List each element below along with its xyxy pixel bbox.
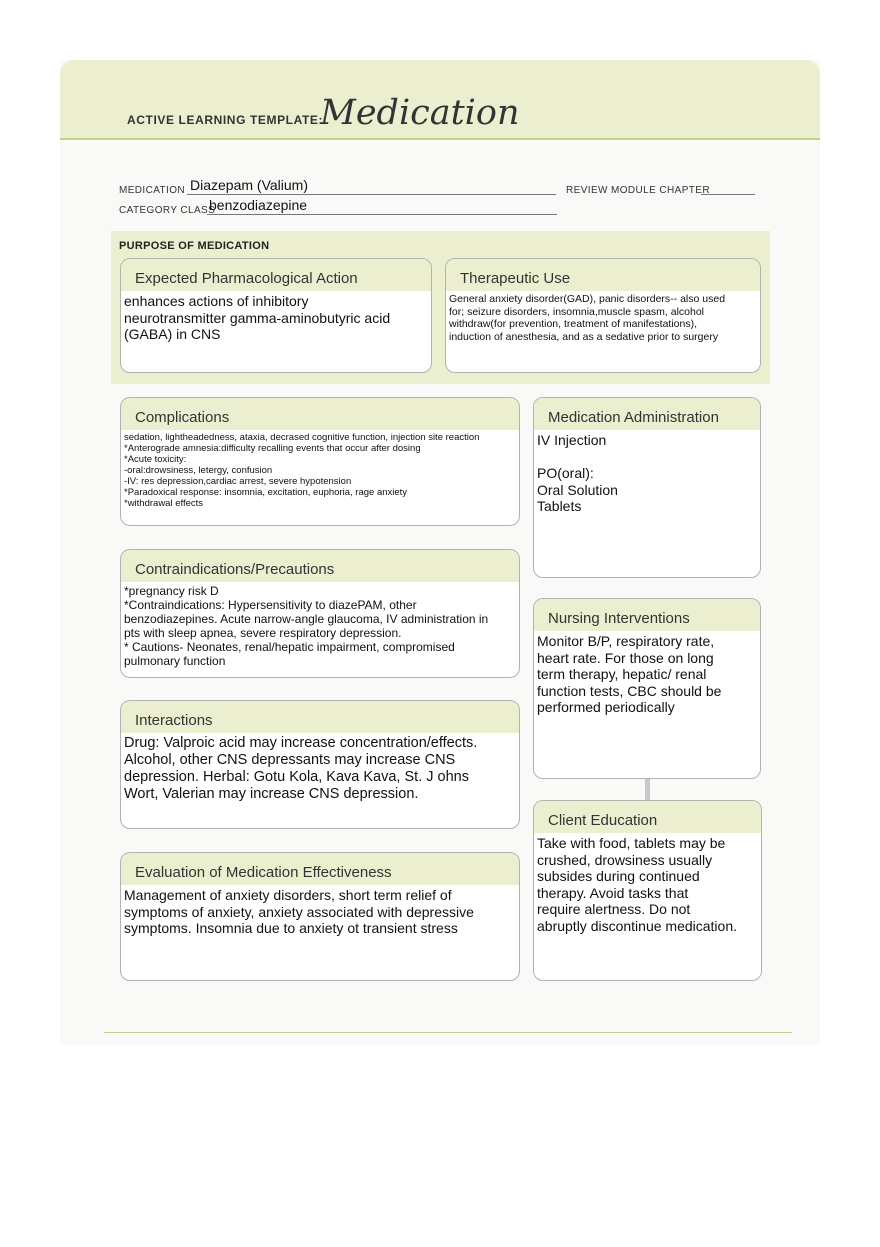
client-education-box (533, 800, 762, 981)
expected-action-box (120, 258, 432, 373)
client-education-title: Client Education (534, 801, 761, 833)
expected-action-body[interactable]: enhances actions of inhibitory neurotransmitter gamma-aminobutyric acid (GABA) in CNS (124, 293, 391, 342)
administration-body[interactable]: IV Injection PO(oral): Oral Solution Tablets (537, 432, 618, 514)
nursing-body[interactable]: Monitor B/P, respiratory rate, heart rate. For those on long term therapy, hepatic/ renal function tests, CBC should be performed periodically (537, 633, 722, 715)
interactions-box (120, 700, 520, 829)
therapeutic-use-box (445, 258, 761, 373)
nursing-box (533, 598, 761, 779)
administration-box (533, 397, 761, 578)
connector-line (645, 779, 650, 800)
therapeutic-use-body[interactable]: General anxiety disorder(GAD), panic disorders-- also used for; seizure disorders, insomnia,muscle spasm, alcohol withdraw(for prevention, treatment of manifestations), induction of anesthesia, and as a sedative prior to surgery (449, 293, 726, 343)
category-label: CATEGORY CLASS (119, 205, 216, 216)
interactions-body[interactable]: Drug: Valproic acid may increase concentration/effects. Alcohol, other CNS depressants may increase CNS depression. Herbal: Gotu Kola, Kava Kava, St. J ohns Wort, Valerian may increase CNS depression. (124, 735, 478, 802)
category-value[interactable]: benzodiazepine (209, 197, 308, 213)
therapeutic-use-title: Therapeutic Use (446, 259, 760, 291)
contraindications-box (120, 549, 520, 678)
review-chapter-label: REVIEW MODULE CHAPTER (566, 185, 710, 196)
template-label: ACTIVE LEARNING TEMPLATE: (127, 113, 324, 127)
expected-action-title: Expected Pharmacological Action (121, 259, 431, 291)
evaluation-title: Evaluation of Medication Effectiveness (121, 853, 519, 885)
medication-value[interactable]: Diazepam (Valium) (190, 177, 308, 193)
interactions-title: Interactions (121, 701, 519, 733)
review-chapter-field[interactable] (701, 194, 755, 195)
complications-title: Complications (121, 398, 519, 430)
complications-body[interactable]: sedation, lightheadedness, ataxia, decrased cognitive function, injection site reaction *Anterograde amnesia:difficulty recalling events that occur after dosing *Acute toxicity: -oral:drowsiness, letergy, confusion -IV: res depression,cardiac arrest, severe hypotension *Paradoxical response: insomnia, excitation, euphoria, rage anxiety *withdrawal effects (124, 432, 480, 509)
purpose-title: PURPOSE OF MEDICATION (119, 240, 270, 252)
complications-box (120, 397, 520, 526)
evaluation-box (120, 852, 520, 981)
category-underline (207, 214, 557, 215)
contraindications-body[interactable]: *pregnancy risk D *Contraindications: Hypersensitivity to diazePAM, other benzodiazepines. Acute narrow-angle glaucoma, IV administration in pts with sleep apnea, severe respiratory depression. * Cautions- Neonates, renal/hepatic impairment, compromised pulmonary function (124, 584, 489, 668)
client-education-body[interactable]: Take with food, tablets may be crushed, drowsiness usually subsides during continued therapy. Avoid tasks that require alertness. Do not abruptly discontinue medication. (537, 835, 738, 934)
evaluation-body[interactable]: Management of anxiety disorders, short term relief of symptoms of anxiety, anxiety associated with depressive symptoms. Insomnia due to anxiety ot transient stress (124, 887, 474, 936)
administration-title: Medication Administration (534, 398, 760, 430)
medication-underline (187, 194, 556, 195)
medication-label: MEDICATION (119, 185, 186, 196)
contraindications-title: Contraindications/Precautions (121, 550, 519, 582)
bottom-rule (104, 1032, 792, 1033)
nursing-title: Nursing Interventions (534, 599, 760, 631)
template-title: Medication (320, 93, 520, 133)
